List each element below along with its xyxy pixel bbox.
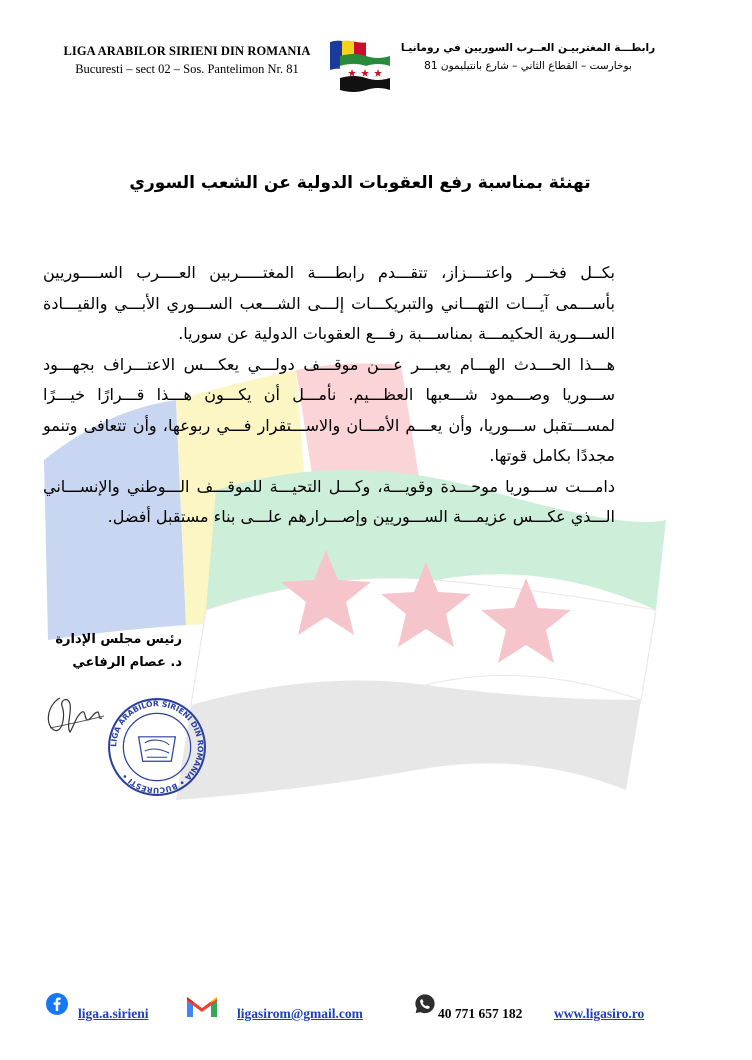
- document-title: تهنئة بمناسبة رفع العقوبات الدولية عن الشعب السوري: [129, 173, 591, 193]
- flags-logo-icon: [328, 36, 392, 100]
- paragraph: بكــل فخـــر واعتــــزاز، تتقـــدم رابطــــة المغتـــــربين العــــرب الســــوريين بأســـمى آيـــات التهـــاني والتبريكـــات إلـــى الشـــعب الســـوري الأبـــي والقيـــادة الســـورية الحكيمـــة بمناســـبة رفـــع العقوبات الدولية عن سوريا.: [43, 263, 615, 343]
- phone-number: 40 771 657 182: [438, 1006, 523, 1021]
- footer-facebook: [40, 993, 190, 1025]
- signer-name: د. عصام الرفاعي: [72, 655, 182, 670]
- email-link[interactable]: ligasirom@gmail.com: [237, 1006, 363, 1021]
- paragraph: دامـــت ســـوريا موحـــدة وقويـــة، وكـــل التحيـــة للموقـــف الـــوطني والإنســـاني الـــذي عكـــس عزيمـــة الســـوريين وإصـــرارهم علـــى بناء مستقبل أفضل.: [43, 476, 615, 526]
- address-arabic: بوخارست – القطاع الثاني – شارع بانتيليمون 81: [424, 60, 632, 72]
- org-name-arabic: رابطـــة المغتربيـن العــرب السوريين في رومانيـا: [400, 42, 656, 54]
- signer-role: رئيس مجلس الإدارة: [55, 632, 182, 647]
- svg-text:LIGA ARABILOR SIRIENI DIN ROMA: LIGA ARABILOR SIRIENI DIN ROMANIA • BUCURESTI •: [109, 699, 205, 795]
- footer-phone: [412, 993, 542, 1025]
- org-name-latin: LIGA ARABILOR SIRIENI DIN ROMANIA: [63, 44, 311, 58]
- whatsapp-icon: [414, 993, 436, 1015]
- website-link[interactable]: www.ligasiro.ro: [554, 1006, 645, 1021]
- gmail-icon: [185, 993, 219, 1019]
- paragraph: هـــذا الحـــدث الهـــام يعبـــر عـــن موقـــف دولـــي يعكـــس الاعتـــراف بجهـــود ســـوريا وصـــمود شـــعبها العظـــيم. نأمـــل أن يكـــون هـــذا قـــرارًا خيـــرًا لمســـتقبل ســـوريا، وأن يعـــم الأمـــان والاســـتقرار فـــي ربوعها، وأن تتعافى وتنمو مجددًا بكامل قوتها.: [43, 354, 615, 465]
- header-arabic: [392, 42, 664, 72]
- header-latin: [42, 44, 332, 77]
- facebook-link[interactable]: liga.a.sirieni: [78, 1006, 149, 1021]
- footer-email: [185, 993, 395, 1025]
- footer-website: [552, 993, 680, 1025]
- signature-block: [42, 628, 182, 674]
- address-latin: Bucuresti – sect 02 – Sos. Pantelimon Nr. 81: [75, 62, 299, 76]
- footer-contacts: [40, 993, 680, 1029]
- letter-body: [43, 258, 615, 533]
- official-stamp-icon: [106, 696, 208, 798]
- facebook-icon: [46, 993, 68, 1015]
